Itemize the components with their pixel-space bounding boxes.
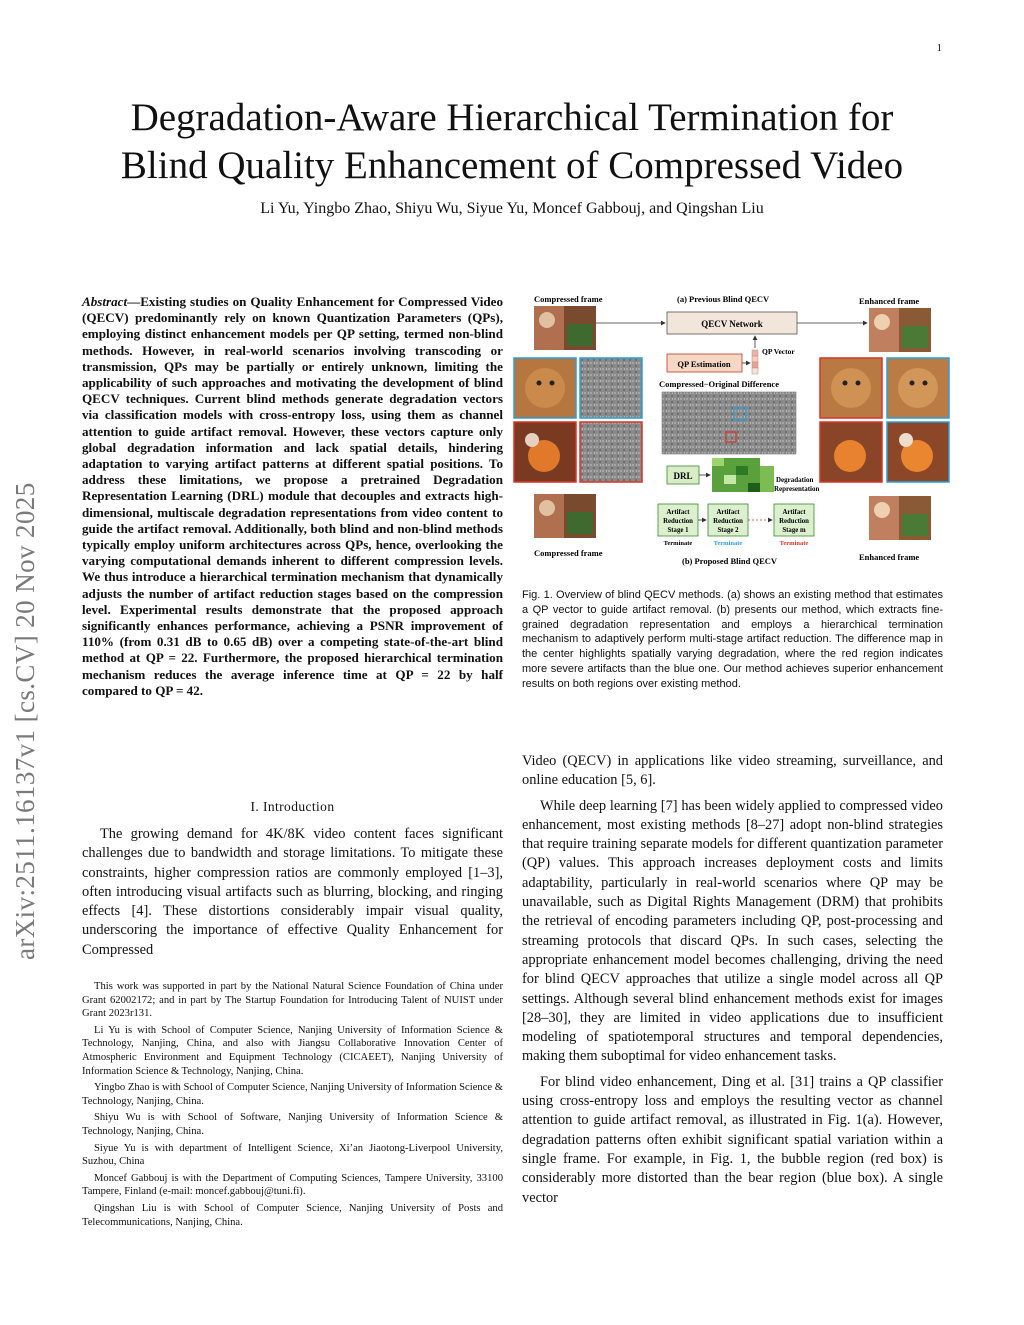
label-enhanced-frame-top: Enhanced frame bbox=[859, 296, 920, 306]
label-enhanced-frame-bottom: Enhanced frame bbox=[859, 552, 920, 562]
stage-1-label: Artifact bbox=[666, 509, 690, 516]
enhanced-frame-image-top bbox=[869, 308, 931, 352]
terminate-label-1: Terminate bbox=[663, 540, 693, 547]
footnote: Siyue Yu is with department of Intelligent Science, Xi’an Jiaotong-Liverpool University, Suzhou, China bbox=[82, 1142, 503, 1168]
compressed-frame-image-bottom bbox=[534, 494, 596, 538]
footnote: Moncef Gabbouj is with the Department of Computing Sciences, Tampere University, 33100 Tampere, Finland (e-mail: moncef.gabbouj@tuni.fi). bbox=[82, 1172, 503, 1198]
body-paragraph: Video (QECV) in applications like video streaming, surveillance, and online education [5, 6]. bbox=[522, 753, 943, 789]
degradation-rep-label-2: Representation bbox=[774, 485, 820, 493]
footnote: Yingbo Zhao is with School of Computer Science, Nanjing University of Information Science & Technology, Nanjing, China. bbox=[82, 1082, 503, 1107]
footnote: Li Yu is with School of Computer Science, Nanjing University of Information Science & Technology, Nanjing, China, and also with Jiangsu Collaborative Innovation Center of Atmospheric Environment and Equipment Technology (CICAEET), Nanjing University of Information Science & Technology, Nanjing, China. bbox=[82, 1024, 503, 1077]
arxiv-identifier[interactable]: arXiv:2511.16137v1 [cs.CV] 20 Nov 2025 bbox=[10, 482, 40, 960]
author-list: Li Yu, Yingbo Zhao, Shiyu Wu, Siyue Yu, Moncef Gabbouj, and Qingshan Liu bbox=[260, 200, 764, 217]
enhanced-frame-image-bottom bbox=[869, 496, 931, 540]
page-number: 1 bbox=[936, 42, 942, 54]
footnote: This work was supported in part by the National Natural Science Foundation of China under Grant 62002172; and in part by The Startup Foundation for Introducing Talent of NUIST under Grant 2023r131. bbox=[82, 981, 503, 1020]
stage-1-label: Stage 1 bbox=[667, 527, 689, 534]
footnote: Qingshan Liu is with School of Computer Science, Nanjing University of Posts and Telecommunications, Nanjing, China. bbox=[82, 1202, 503, 1228]
stage-2-label: Artifact bbox=[716, 509, 740, 516]
footnotes bbox=[82, 980, 503, 1232]
qp-vector-icon bbox=[752, 350, 758, 374]
title-line-2: Blind Quality Enhancement of Compressed Video bbox=[120, 144, 904, 187]
body-paragraph: For blind video enhancement, Ding et al. [31] trains a QP classifier using cross-entropy loss and employs the resulting vector as channel attention to guide artifact removal, as illustrated in Fig. 1(a). However, degradation patterns often exhibit significant spatial variation within a single frame. For example, in Fig. 1, the bubble region (red box) is considerably more distorted than the bear region (blue box). A single vector bbox=[522, 1073, 943, 1206]
label-previous-blind-qecv: (a) Previous Blind QECV bbox=[677, 294, 770, 304]
difference-map bbox=[662, 392, 796, 454]
degradation-representation-grid bbox=[712, 458, 774, 492]
stage-2-label: Stage 2 bbox=[717, 527, 739, 534]
difference-crop-bubble bbox=[580, 422, 642, 482]
stage-m-label: Reduction bbox=[779, 518, 809, 525]
difference-label: Compressed−Original Difference bbox=[659, 379, 779, 389]
figure-caption: Fig. 1. Overview of blind QECV methods. (a) shows an existing method that estimates a QP vector to guide artifact removal. (b) presents our method, which extracts fine-grained degradation representation and employs a hierarchical termination mechanism to adaptively perform multi-stage artifact reduction. The difference map in the center highlights spatially varying degradation, where the red region indicates more severe artifacts than the blue one. Our method achieves superior enhancement results on both regions over existing method. bbox=[522, 589, 943, 690]
enhanced-crop-bubble-ours bbox=[887, 422, 949, 482]
terminate-label-3: Terminate bbox=[779, 540, 809, 547]
stage-1-label: Reduction bbox=[663, 518, 693, 525]
compressed-crop-bubble bbox=[514, 422, 576, 482]
abstract-text: —Existing studies on Quality Enhancement for Compressed Video (QECV) predominantly rely on known Quantization Parameters (QPs), employing distinct enhancement models per QP setting, termed non-blind methods. However, in real-world scenarios involving transcoding or transmission, QPs may be partially or entirely unknown, limiting the applicability of such approaches and motivating the development of blind QECV techniques. Current blind methods generate degradation vectors via classification models with cross-entropy loss, using them as channel attention to guide artifact removal. However, these vectors capture only global degradation information and lack spatial details, hindering adaptation to varying artifact patterns at different spatial positions. To address these limitations, we propose a pretrained Degradation Representation Learning (DRL) module that decouples and extracts high-dimensional, multiscale degradation representations from video content to guide the artifact removal. Additionally, both blind and non-blind methods typically employ uniform architectures across QPs, hence, overlooking the varying computational demands inherent to different compression levels. We thus introduce a hierarchical termination mechanism that dynamically adjusts the number of artifact reduction stages based on the compression level. Experimental results demonstrate that the proposed approach significantly enhances performance, achieving a PSNR improvement of 110% (from 0.31 dB to 0.65 dB) over a competing state-of-the-art blind method at QP = 22. Furthermore, the proposed hierarchical termination mechanism reduces the average inference time at QP = 22 by half compared to QP = 42. bbox=[82, 294, 503, 698]
qp-vector-label: QP Vector bbox=[762, 347, 795, 356]
paper-title bbox=[60, 94, 964, 190]
enhanced-crop-bear-prev bbox=[820, 358, 882, 418]
stage-m-label: Stage m bbox=[782, 527, 806, 534]
abstract-label: Abstract bbox=[82, 294, 128, 309]
label-proposed-blind-qecv: (b) Proposed Blind QECV bbox=[682, 556, 778, 566]
enhanced-crop-bear-ours bbox=[887, 358, 949, 418]
body-paragraph: While deep learning [7] has been widely applied to compressed video enhancement, most existing methods [8–27] adopt non-blind strategies that require training separate models for different quantization parameter (QP) values. This approach increases deployment costs and limits adaptability, particularly in real-world scenarios where QP may be unavailable, such as Digital Rights Management (DRM) that prohibits the retrieval of encoding parameters including QP, post-processing and streaming protocols that discard QPs. In such cases, selecting the appropriate enhancement model becomes challenging, driving the need for blind QECV approaches that utilize a single model across all QP settings. Although several blind enhancement methods exist for images [28–30], they are limited in video applications due to insufficient modeling of spatiotemporal structures and temporal dependencies, making them suboptimal for video enhancement tasks. bbox=[522, 797, 943, 1065]
stage-2-label: Reduction bbox=[713, 518, 743, 525]
degradation-rep-label-1: Degradation bbox=[776, 476, 814, 484]
label-compressed-frame-top: Compressed frame bbox=[534, 294, 603, 304]
qecv-network-label: QECV Network bbox=[701, 319, 763, 329]
label-compressed-frame-bottom: Compressed frame bbox=[534, 548, 603, 558]
enhanced-crop-bubble-prev bbox=[820, 422, 882, 482]
stage-m-label: Artifact bbox=[782, 509, 806, 516]
compressed-frame-image-top bbox=[534, 306, 596, 350]
title-line-1: Degradation-Aware Hierarchical Termination for bbox=[130, 96, 894, 139]
compressed-crop-bear bbox=[514, 358, 576, 418]
section-heading-introduction: I. Introduction bbox=[250, 799, 335, 814]
terminate-label-2: Terminate bbox=[713, 540, 743, 547]
abstract bbox=[82, 294, 503, 699]
figure-1-diagram bbox=[512, 290, 952, 570]
intro-paragraph: The growing demand for 4K/8K video content faces significant challenges due to bandwidth and storage limitations. To mitigate these constraints, higher compression ratios are commonly employed [1–3], often introducing visual artifacts such as blurring, blocking, and ringing effects [4]. These distortions considerably impair visual quality, underscoring the importance of effective Quality Enhancement for Compressed bbox=[82, 826, 503, 958]
drl-label: DRL bbox=[673, 471, 693, 481]
right-column-body bbox=[522, 752, 943, 1214]
qp-estimation-label: QP Estimation bbox=[677, 359, 731, 369]
footnote: Shiyu Wu is with School of Software, Nanjing University of Information Science & Technology, Nanjing, China. bbox=[82, 1112, 503, 1137]
difference-crop-bear bbox=[580, 358, 642, 418]
